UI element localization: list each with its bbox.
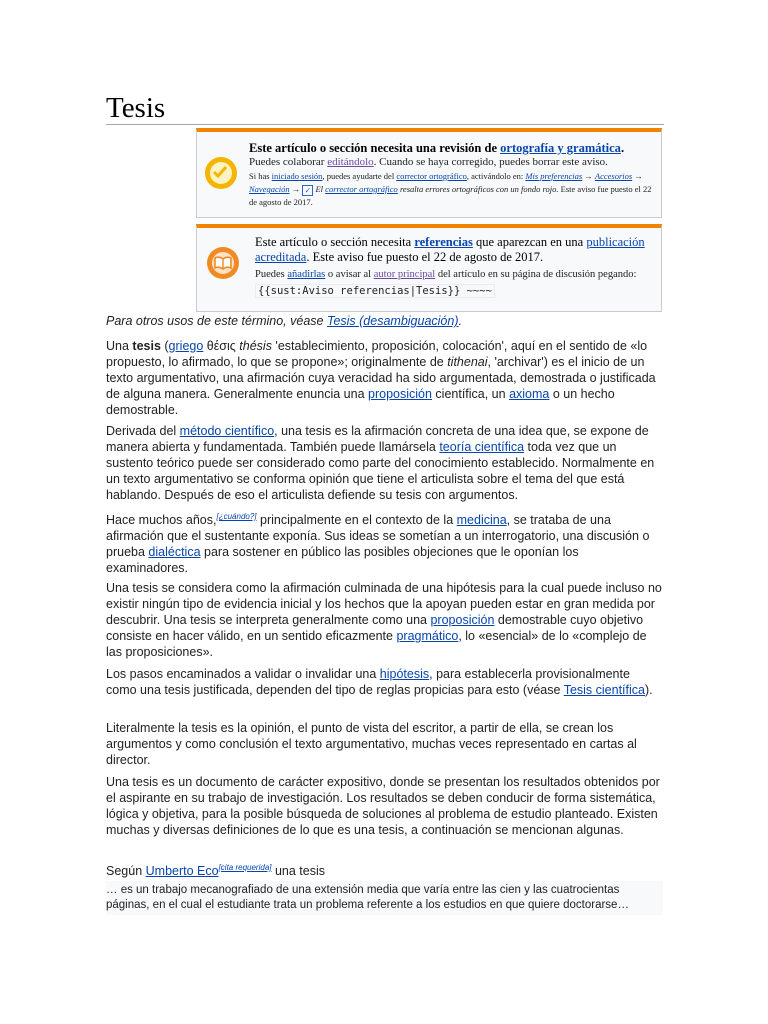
notice-text: , activándolo en: [466, 171, 526, 181]
notice-spelling [196, 128, 662, 218]
link-autor-principal[interactable]: autor principal [373, 269, 436, 280]
arrow-right-icon: → [584, 171, 593, 181]
notice-text: Puedes [255, 269, 288, 280]
link-tesis-desambiguacion[interactable]: Tesis (desambiguación) [326, 314, 459, 328]
notice-references [196, 224, 662, 312]
link-metodo-cientifico[interactable]: método científico [179, 424, 275, 438]
link-publicacion-acreditada[interactable]: publicación acreditada [255, 235, 645, 264]
link-proposicion-2[interactable]: proposición [430, 613, 495, 627]
link-griego[interactable]: griego [168, 339, 204, 353]
text: Derivada del [106, 424, 180, 438]
notice-text: que aparezcan en una [472, 235, 587, 249]
citation-cita-requerida[interactable]: [cita requerida] [218, 863, 272, 872]
link-accesorios[interactable]: Accesorios [594, 171, 633, 181]
text: ( [160, 339, 169, 353]
text-italic: thésis [239, 339, 272, 353]
text: Los pasos encaminados a validar o invalidar una [106, 667, 380, 681]
link-axioma[interactable]: axioma [509, 387, 550, 401]
text: , 'archivar') es el inicio de un texto argumentativo, una afirmación cuya veracidad ha sido argumentada, demostrada o justificada de alguna manera. Generalmente enuncia una [106, 355, 656, 401]
blockquote: … es un trabajo mecanografiado de una extensión media que varía entre las cien y las cuatrocientas páginas, en el cual el estudiante trata un problema referente a los estudios en que quiere doctorarse… [106, 881, 663, 915]
page-title: Tesis [106, 92, 166, 124]
paragraph-1 [106, 338, 662, 418]
notice-text: El [313, 184, 326, 194]
text: científica, un [431, 387, 510, 401]
book-icon [207, 247, 239, 279]
hatnote-text: Para otros usos de este término, véase [106, 314, 327, 328]
notice-text: Este artículo o sección necesita una revisión de [249, 141, 501, 155]
arrow-right-icon: → [291, 184, 301, 194]
title-divider [106, 124, 664, 125]
link-editandolo[interactable]: editándolo [327, 156, 374, 168]
link-iniciado-sesion[interactable]: iniciado sesión [271, 171, 323, 181]
link-anadirlas[interactable]: añadirlas [287, 269, 326, 280]
link-corrector-2[interactable]: corrector ortográfico [325, 184, 398, 194]
text: principalmente en el contexto de la [256, 513, 457, 528]
notice-text: Este aviso fue puesto el 22 de agosto de 2017. [249, 184, 652, 207]
text: Según [106, 864, 146, 879]
notice-text: o avisar al [325, 269, 374, 280]
text-italic: tithenai [447, 355, 488, 369]
text: ). [644, 683, 653, 697]
notice-text: Puedes colaborar [249, 156, 328, 168]
link-referencias[interactable]: referencias [414, 235, 473, 249]
text: para sostener en público las posibles objeciones que le oponían los examinadores. [106, 545, 579, 576]
spellcheck-icon [205, 157, 237, 189]
notice-references-help [255, 267, 655, 300]
link-dialectica[interactable]: dialéctica [148, 545, 201, 560]
notice-references-title [255, 235, 655, 265]
paragraph-5 [106, 666, 662, 698]
notice-text: . Este aviso fue puesto el 22 de agosto de 2017. [306, 250, 544, 264]
text: θέσις [203, 339, 240, 353]
link-proposicion[interactable]: proposición [368, 387, 432, 401]
text: toda vez que un sustento teórico puede ser considerado como parte del conocimiento establecido. Normalmente en un texto argumentativo se conforma opinión que tiene el articulista sobre el tema del que está hablando. Después de eso el articulista defiende su tesis con argumentos. [106, 440, 655, 502]
link-corrector[interactable]: corrector ortográfico [396, 171, 467, 181]
notice-text: Si has [249, 171, 272, 181]
link-mis-preferencias[interactable]: Mis preferencias [525, 171, 583, 181]
text: Una [106, 339, 133, 353]
notice-text: del artículo en su página de discusión pegando: [435, 269, 637, 280]
text: Hace muchos años, [106, 513, 217, 528]
hatnote-text: . [458, 314, 462, 328]
text: , se trataba de una afirmación que el sustentante exponía. Sus ideas se sometían a un interrogatorio, una discusión o prueba [106, 513, 650, 560]
text: una tesis [271, 864, 326, 879]
link-navegacion[interactable]: Navegación [249, 184, 290, 194]
link-hipotesis[interactable]: hipótesis [379, 667, 430, 681]
paragraph-8 [106, 860, 662, 879]
paragraph-2 [106, 423, 662, 503]
link-medicina[interactable]: medicina [456, 513, 507, 528]
notice-spelling-help [249, 156, 655, 168]
link-teoria-cientifica[interactable]: teoría científica [439, 440, 525, 454]
notice-text: Este artículo o sección necesita [255, 235, 415, 249]
link-ortografia[interactable]: ortografía y gramática [500, 141, 621, 155]
notice-spelling-title [249, 141, 655, 156]
link-tesis-cientifica[interactable]: Tesis científica [563, 683, 645, 697]
text: o un hecho demostrable. [106, 387, 615, 417]
notice-text: , puedes ayudarte del [322, 171, 397, 181]
notice-text: resalta errores ortográficos con un fondo rojo. [397, 184, 559, 194]
text: demostrable cuyo objetivo consiste en hacer válido, en un sentido eficazmente [106, 613, 644, 643]
paragraph-7: Una tesis es un documento de carácter expositivo, donde se presentan los resultados obtenidos por el aspirante en su trabajo de investigación. Los resultados se deben conducir de forma sistemática, lógica y objetiva, para la posible búsqueda de soluciones al problema de estudio planteado. Existen muchas y diversas definiciones de lo que es una tesis, a continuación se mencionan algunas. [106, 775, 660, 837]
arrow-right-icon: → [634, 171, 643, 181]
text: , para establecerla provisionalmente como una tesis justificada, dependen del tipo de reglas propicias para esto (véase [106, 667, 630, 697]
text: 'establecimiento, proposición, colocación', aquí en el sentido de «lo propuesto, lo afirmado, lo que se propone»; originalmente de [106, 339, 648, 369]
paragraph-3 [106, 509, 662, 576]
text: , lo «esencial» de lo «complejo de las proposiciones». [106, 629, 647, 659]
term-bold: tesis [132, 339, 161, 353]
text: , una tesis es la afirmación concreta de una idea que, se expone de manera abierta y fundamentada. También puede llamársela [106, 424, 649, 454]
template-code[interactable]: {{sust:Aviso referencias|Tesis}} ~~~~ [255, 284, 495, 298]
paragraph-6: Literalmente la tesis es la opinión, el punto de vista del escritor, a partir de ella, se crean los argumentos y como conclusión el texto argumentativo, muchas veces representado en cartas al director. [106, 721, 637, 767]
paragraph-4 [106, 580, 662, 660]
hatnote [106, 314, 462, 328]
citation-cuando[interactable]: [¿cuándo?] [216, 512, 257, 521]
notice-text: . Cuando se haya corregido, puedes borrar este aviso. [373, 156, 608, 168]
link-umberto-eco[interactable]: Umberto Eco [145, 864, 219, 879]
checkbox-icon: ✓ [302, 185, 313, 196]
notice-spelling-details [249, 170, 655, 209]
text: Una tesis se considera como la afirmación culminada de una hipótesis para la cual puede incluso no existir ningún tipo de evidencia inicial y los hechos que la apoyan pueden estar en gran medida por descubrir. Una tesis se interpreta generalmente como una [106, 581, 662, 627]
link-pragmatico[interactable]: pragmático [396, 629, 459, 643]
notice-text: . [620, 141, 625, 155]
